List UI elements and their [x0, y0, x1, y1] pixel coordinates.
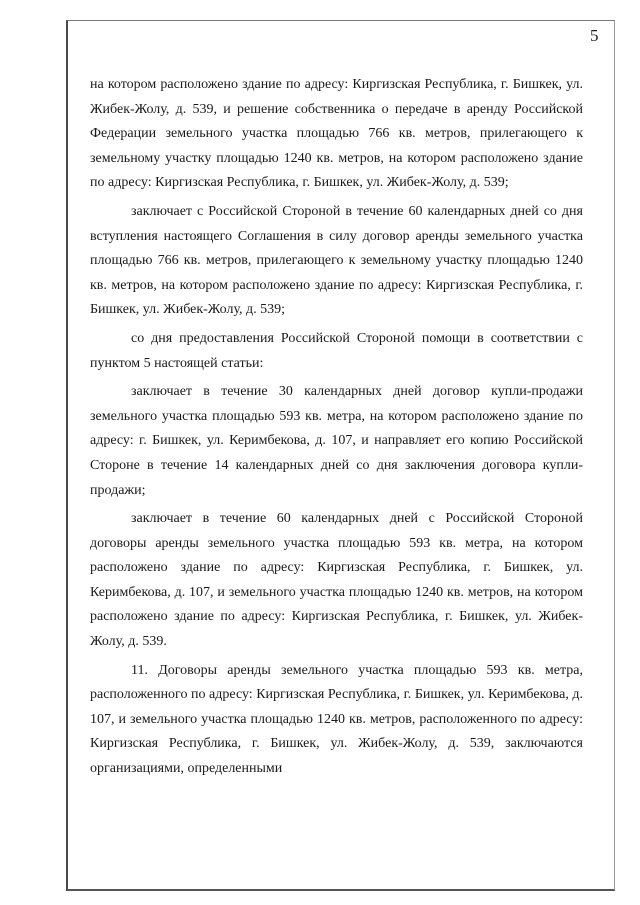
- paragraph-6: 11. Договоры аренды земельного участка площадью 593 кв. метра, расположенного по адресу: Киргизская Республика, г. Бишкек, ул. Керимбекова, д. 107, и земельного участка площадью 1240 кв. метров, расположенного по адресу: Киргизская Республика, г. Бишкек, ул. Жибек-Жолу, д. 539, заключаются организациями, определенными: [90, 662, 583, 777]
- paragraph-4: заключает в течение 30 календарных дней договор купли-продажи земельного участка площадью 593 кв. метра, на котором расположено здание по адресу: г. Бишкек, ул. Керимбекова, д. 107, и направляет его копию Российской Стороне в течение 14 календарных дней со дня заключения договора купли-продажи;: [90, 384, 583, 498]
- paragraph-1: на котором расположено здание по адресу: Киргизская Республика, г. Бишкек, ул. Жибек-Жолу, д. 539, и решение собственника о передаче в аренду Российской Федерации земельного участка площадью 766 кв. метров, прилегающего к земельному участку площадью 1240 кв. метров, на котором расположено здание по адресу: Киргизская Республика, г. Бишкек, ул. Жибек-Жолу, д. 539;: [90, 77, 583, 191]
- paragraph-3: со дня предоставления Российской Стороной помощи в соответствии с пунктом 5 настоящей статьи:: [90, 330, 583, 371]
- paragraph-5: заключает в течение 60 календарных дней с Российской Стороной договоры аренды земельного участка площадью 593 кв. метра, на котором расположено здание по адресу: Киргизская Республика, г. Бишкек, ул. Керимбекова, д. 107, и земельного участка площадью 1240 кв. метров, на котором расположено здание по адресу: Киргизская Республика, г. Бишкек, ул. Жибек-Жолу, д. 539.: [90, 511, 583, 650]
- page-number: 5: [590, 26, 599, 45]
- paragraph-2: заключает с Российской Стороной в течение 60 календарных дней со дня вступления настоящего Соглашения в силу договор аренды земельного участка площадью 766 кв. метров, прилегающего к земельному участку площадью 1240 кв. метров, на котором расположено здание по адресу: Киргизская Республика, г. Бишкек, ул. Жибек-Жолу, д. 539;: [90, 203, 583, 318]
- document-body: [90, 73, 583, 786]
